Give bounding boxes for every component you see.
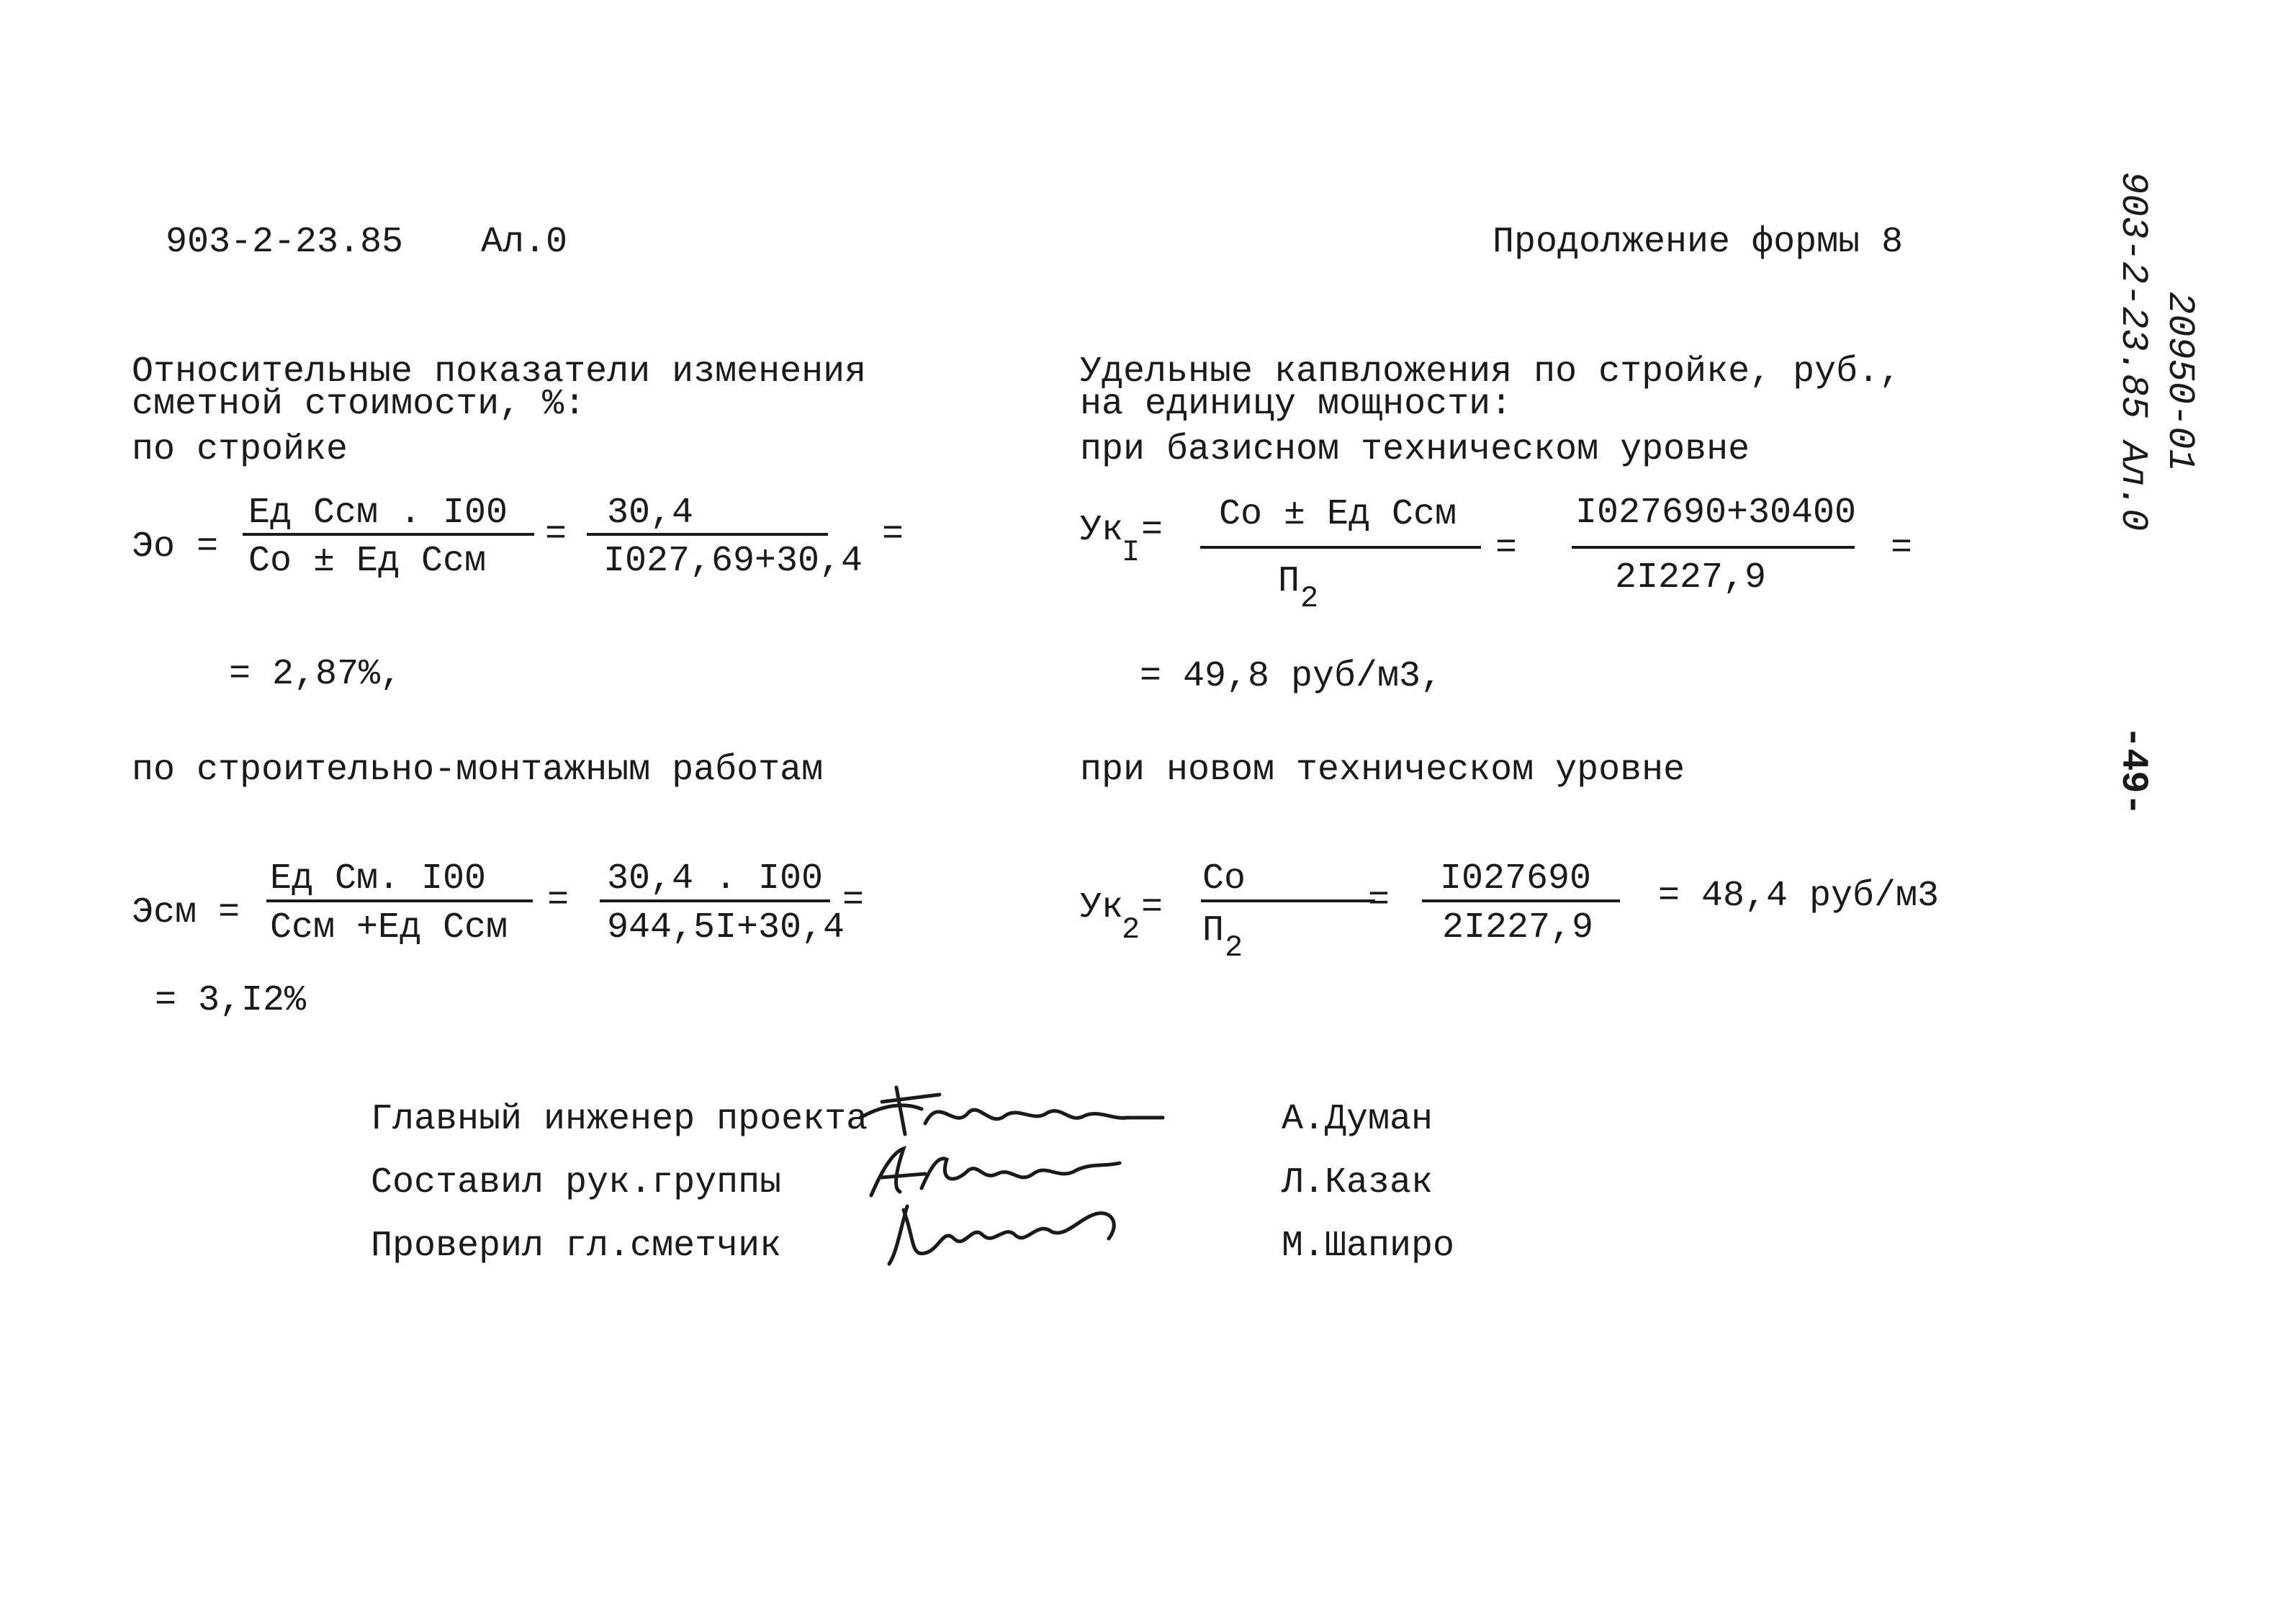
right-section-new-level: при новом техническом уровне (1080, 750, 1685, 791)
esm-value-fraction-bar (600, 899, 830, 902)
uk2-denominator-subscript: 2 (1225, 930, 1243, 965)
margin-stamp-number: 20950-01 (2158, 292, 2201, 472)
left-section-construction-works: по строительно-монтажным работам (132, 750, 824, 791)
uk1-equals-1: = (1495, 528, 1518, 569)
right-title-line2: на единицу мощности: (1080, 384, 1513, 425)
continuation-title: Продолжение формы 8 (1493, 222, 1904, 263)
uk1-label-subscript: I (1122, 535, 1140, 570)
signature-name-kazak: Л.Казак (1282, 1162, 1433, 1203)
signature-name-duman: А.Думан (1282, 1099, 1433, 1140)
uk2-result: = 48,4 руб/м3 (1658, 876, 1940, 917)
uk1-denominator-value: 2I227,9 (1615, 557, 1767, 598)
uk1-equals-2: = (1891, 528, 1913, 569)
uk1-result: = 49,8 руб/м3, (1140, 656, 1443, 697)
esm-numerator-value: 30,4 . I00 (607, 858, 824, 899)
eo-numerator-value: 30,4 (607, 493, 694, 534)
uk2-equals-0: = (1141, 887, 1163, 928)
signature-role-group-lead: Составил рук.группы (371, 1162, 782, 1203)
doc-code: 903-2-23.85 (166, 222, 404, 263)
margin-stamp-code: 903-2-23.85 Ал.0 (2112, 171, 2154, 531)
esm-denominator: Ссм +Ед Ссм (270, 907, 508, 948)
uk2-equals-1: = (1368, 880, 1390, 921)
eo-equals-2: = (882, 514, 904, 555)
esm-denominator-value: 944,5I+30,4 (607, 907, 845, 948)
esm-label: Эсм = (132, 892, 240, 933)
signature-role-chief-estimator: Проверил гл.сметчик (371, 1226, 782, 1267)
uk2-denominator: П (1202, 910, 1225, 951)
esm-numerator: Ед См. I00 (270, 858, 487, 899)
handwritten-signature-3 (882, 1195, 1127, 1271)
signature-role-chief-engineer: Главный инженер проекта (371, 1099, 868, 1140)
uk2-label-subscript: 2 (1122, 912, 1140, 947)
handwritten-signature-1 (853, 1080, 1170, 1145)
uk1-denominator: П (1278, 561, 1300, 602)
eo-equals-1: = (545, 514, 567, 555)
left-title-line2: сметной стоимости, %: (132, 384, 586, 425)
esm-result: = 3,I2% (155, 980, 307, 1021)
right-title-line1: Удельные капвложения по стройке, руб., (1080, 351, 1901, 392)
album-number: Ал.0 (481, 222, 568, 263)
uk2-value-fraction-bar (1422, 899, 1620, 902)
eo-result: = 2,87%, (229, 654, 402, 695)
esm-equals-1: = (547, 880, 570, 921)
right-section-basic-level: при базисном техническом уровне (1080, 429, 1750, 470)
esm-equals-2: = (842, 880, 865, 921)
uk2-fraction-bar (1201, 899, 1375, 902)
uk1-numerator-value: I027690+30400 (1575, 493, 1857, 534)
eo-value-fraction-bar (587, 533, 828, 536)
eo-numerator: Ед Ссм . I00 (248, 493, 508, 534)
left-section-by-construction: по стройке (132, 429, 348, 470)
eo-fraction-bar (243, 533, 534, 536)
uk1-denominator-subscript: 2 (1300, 581, 1319, 616)
uk1-value-fraction-bar (1572, 546, 1855, 549)
eo-denominator-value: I027,69+30,4 (603, 541, 863, 582)
uk1-fraction-bar (1200, 546, 1481, 549)
uk2-numerator: Со (1202, 858, 1246, 899)
uk2-label: Ук (1080, 887, 1124, 928)
eo-label: Эо = (132, 526, 219, 567)
esm-fraction-bar (266, 899, 533, 902)
uk1-equals-0: = (1141, 510, 1163, 551)
signature-name-shapiro: М.Шапиро (1282, 1226, 1455, 1267)
eo-denominator: Со ± Ед Ссм (248, 541, 487, 582)
uk2-denominator-value: 2I227,9 (1442, 907, 1594, 948)
page-number: -49- (2112, 726, 2154, 816)
left-title-line1: Относительные показатели изменения (132, 351, 867, 392)
uk1-label: Ук (1080, 510, 1124, 551)
uk1-numerator: Со ± Ед Ссм (1219, 494, 1457, 535)
uk2-numerator-value: I027690 (1440, 858, 1592, 899)
